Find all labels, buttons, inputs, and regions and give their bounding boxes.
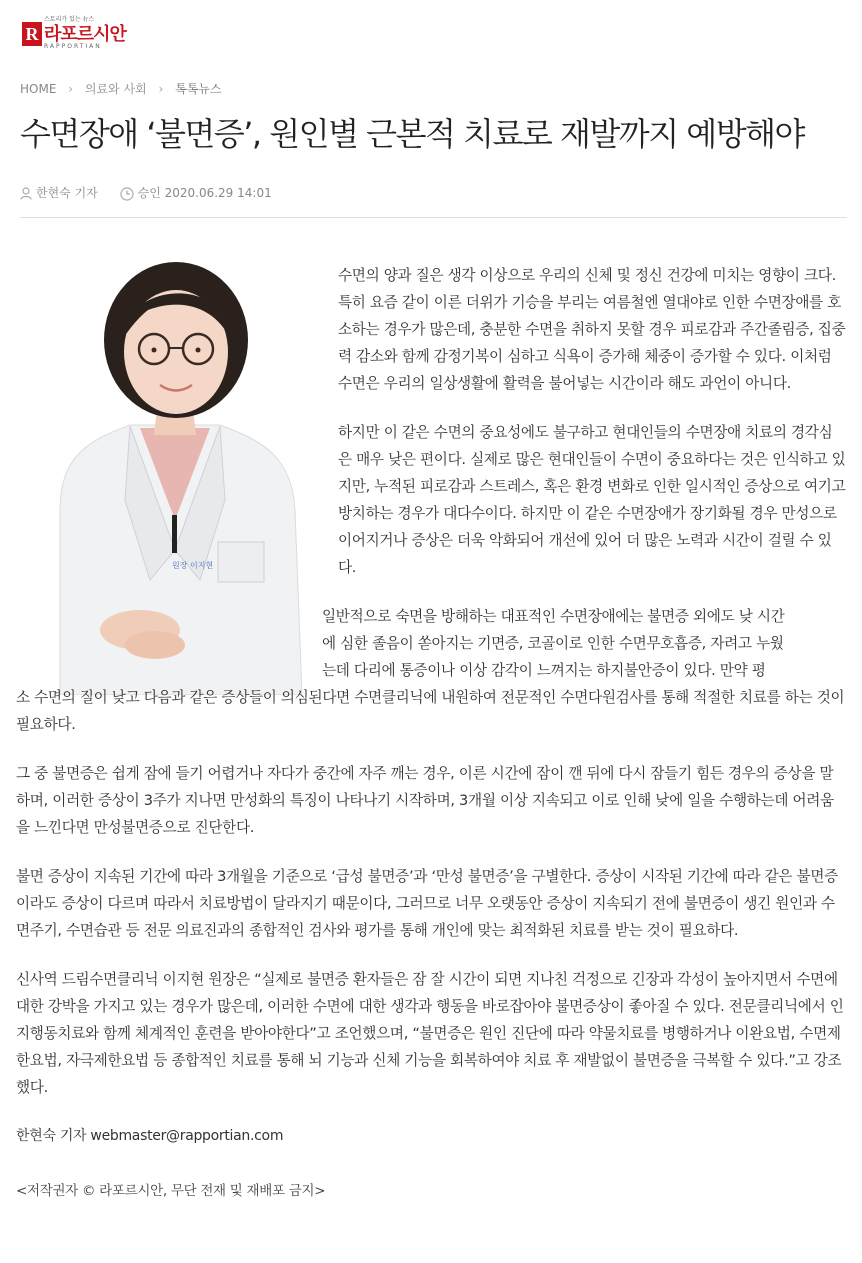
breadcrumb — [20, 80, 222, 97]
reporter-byline: 한현숙 기자 webmaster@rapportian.com — [16, 1128, 284, 1144]
clock-icon — [120, 187, 134, 201]
paragraph-line: 일반적으로 숙면을 방해하는 대표적인 수면장애에는 불면증 외에도 낮 시간 — [322, 608, 785, 625]
logo-name: 라포르시안 — [44, 24, 126, 45]
logo-mark: R — [22, 22, 42, 46]
logo-tagline: 스토리가 있는 뉴스 — [44, 16, 95, 23]
publish-date: 승인 2020.06.29 14:01 — [137, 186, 272, 200]
paragraph-line: 는데 다리에 통증이나 이상 감각이 느껴지는 하지불안증이 있다. 만약 평 — [322, 662, 766, 679]
article-paragraph: 소 수면의 질이 낮고 다음과 같은 증상들이 의심된다면 수면클리닉에 내원하여 전문적인 수면다원검사를 통해 적절한 치료를 하는 것이 필요하다. — [16, 689, 845, 733]
article-paragraph: 불면 증상이 지속된 기간에 따라 3개월을 기준으로 ‘급성 불면증’과 ‘만성 불면증’을 구별한다. 증상이 시작된 기간에 따라 같은 불면증이라도 증상이 다르며 따라서 치료방법이 달라지기 때문이다, 그러므로 너무 오랫동안 증상이 지속되기 전에 불면증이 생긴 원인과 수면주기, 수면습관 등 전문 의료진과의 종합적인 검사와 평가를 통해 개인에 맞는 최적화된 치료를 받는 것이 필요하다. — [16, 868, 838, 939]
article-paragraph: 신사역 드림수면클리닉 이지현 원장은 “실제로 불면증 환자들은 잠 잘 시간이 되면 지나친 걱정으로 긴장과 각성이 높아지면서 수면에 대한 강박을 가지고 있는 경우가 많은데, 이러한 수면에 대한 생각과 행동을 바로잡아야 불면증상이 좋아질 수 있다. 전문클리닉에서 인지행동치료와 함께 체계적인 훈련을 받아야한다”고 조언했으며, “불면증은 원인 진단에 따라 약물치료를 병행하거나 이완요법, 수면제한요법, 자극제한요법 등 종합적인 치료를 통해 뇌 기능과 신체 기능을 회복하여야 치료 후 재발없이 불면증을 극복할 수 있다.”고 강조했다. — [16, 971, 844, 1096]
article-paragraph: 그 중 불면증은 쉽게 잠에 들기 어렵거나 자다가 중간에 자주 깨는 경우, 이른 시간에 잠이 깬 뒤에 다시 잠들기 힘든 경우의 증상을 말하며, 이러한 증상이 3주가 지나면 만성화의 특징이 나타나기 시작하며, 3개월 이상 지속되고 이로 인해 낮에 일을 수행하는데 어려움을 느낀다면 만성불면증으로 진단한다. — [16, 765, 834, 836]
breadcrumb-current[interactable]: 톡톡뉴스 — [175, 82, 222, 96]
author-info — [20, 184, 98, 201]
publish-info — [120, 184, 272, 201]
article-meta — [20, 184, 290, 201]
article-title: 수면장애 ‘불면증’, 원인별 근본적 치료로 재발까지 예방해야 — [20, 115, 804, 153]
article-paragraph — [16, 603, 846, 684]
chevron-right-icon: › — [158, 82, 164, 96]
author-name[interactable]: 한현숙 기자 — [36, 186, 98, 200]
breadcrumb-section[interactable]: 의료와 사회 — [84, 82, 147, 96]
article-body — [16, 262, 846, 1227]
chevron-right-icon: › — [68, 82, 74, 96]
article-paragraph: 수면의 양과 질은 생각 이상으로 우리의 신체 및 정신 건강에 미치는 영향이 크다. 특히 요즘 같이 이른 더위가 기승을 부리는 여름철엔 열대야로 인한 수면장애를 호소하는 경우가 많은데, 충분한 수면을 취하지 못할 경우 피로감과 주간졸림증, 집중력 감소와 함께 감정기복이 심하고 식욕이 증가해 체중이 증가할 수 있다. 이처럼 수면은 우리의 일상생활에 활력을 불어넣는 시간이라 해도 과언이 아니다. — [338, 267, 846, 392]
divider — [20, 217, 847, 218]
user-icon — [20, 187, 32, 200]
logo-sub: RAPPORTIAN — [44, 43, 102, 50]
article-paragraph: 하지만 이 같은 수면의 중요성에도 불구하고 현대인들의 수면장애 치료의 경각심은 매우 낮은 편이다. 실제로 많은 현대인들이 수면이 중요하다는 것은 인식하고 있지만, 누적된 피로감과 스트레스, 혹은 환경 변화로 인한 일시적인 증상으로 여기고 방치하는 경우가 대다수이다. 하지만 이 같은 수면장애가 장기화될 경우 만성으로 이어지거나 증상은 더욱 악화되어 개선에 있어 더 많은 노력과 시간이 걸릴 수 있다. — [338, 424, 846, 576]
paragraph-line: 에 심한 졸음이 쏟아지는 기면증, 코골이로 인한 수면무호흡증, 자려고 누웠 — [322, 635, 784, 652]
name-badge: 원장 이지현 — [172, 561, 214, 570]
copyright-notice: <저작권자 © 라포르시안, 무단 전재 및 재배포 금지> — [16, 1183, 326, 1199]
breadcrumb-home[interactable]: HOME — [20, 82, 57, 96]
